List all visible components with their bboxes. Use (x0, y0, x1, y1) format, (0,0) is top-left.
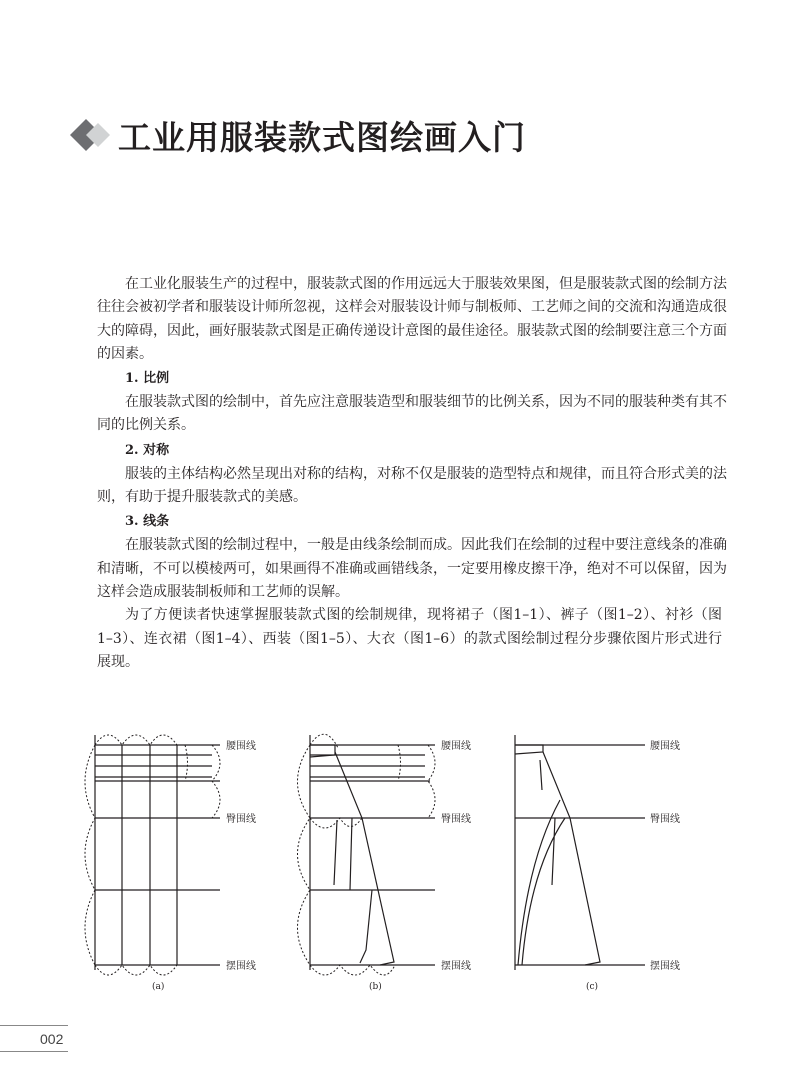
paragraph-line: 在工业化服装生产的过程中，服装款式图的作用远远大于服装效果图，但是服装款式图的绘制方法 (125, 276, 727, 292)
paragraph-line: 在服装款式图的绘制中，首先应注意服装造型和服装细节的比例关系，因为不同的服装种类有其不 (125, 394, 727, 411)
caption-c: (c) (586, 982, 599, 992)
hem-line-label: 摆围线 (441, 961, 471, 972)
page-number-rule-bottom (0, 1051, 68, 1052)
waist-line-label: 腰围线 (226, 741, 256, 752)
paragraph-line: 则，有助于提升服装款式的美感。 (97, 489, 307, 506)
paragraph-line: 同的比例关系。 (97, 417, 195, 434)
body-text (97, 273, 727, 674)
hip-line-label: 臀围线 (650, 814, 680, 825)
paragraph-line: 展现。 (97, 653, 139, 670)
paragraph-line: 往往会被初学者和服装设计师所忽视，这样会对服装设计师与制板师、工艺师之间的交流和沟通造成很 (97, 299, 727, 316)
hip-line-label: 臀围线 (226, 814, 256, 825)
page-title: 工业用服装款式图绘画入门 (118, 118, 526, 157)
paragraph-line: 的因素。 (97, 345, 153, 362)
page-number: 002 (40, 1031, 64, 1047)
paragraph-line: 这样会造成服装制板师和工艺师的误解。 (97, 583, 349, 600)
page-number-rule-top (0, 1025, 68, 1026)
paragraph-line: 为了方便读者快速掌握服装款式图的绘制规律，现将裙子（图1–1）、裤子（图1–2）、衬衫（图 (125, 607, 722, 624)
hem-line-label: 摆围线 (226, 961, 256, 972)
waist-line-label: 腰围线 (650, 741, 680, 752)
waist-line-label: 腰围线 (441, 741, 471, 752)
paragraph-line: 服装的主体结构必然呈现出对称的结构，对称不仅是服装的造型特点和规律，而且符合形式美的法 (125, 465, 727, 482)
paragraph-line: 在服装款式图的绘制过程中，一般是由线条绘制而成。因此我们在绘制的过程中要注意线条的准确 (125, 537, 727, 554)
section-heading: 1. 比例 (125, 371, 170, 387)
hem-line-label: 摆围线 (650, 961, 680, 972)
hip-line-label: 臀围线 (441, 814, 471, 825)
paragraph-line: 大的障碍，因此，画好服装款式图是正确传递设计意图的最佳途径。服装款式图的绘制要注意三个方面 (97, 322, 727, 339)
paragraph-line: 1–3）、连衣裙（图1–4）、西装（图1–5）、大衣（图1–6）的款式图绘制过程分步骤依图片形式进行 (97, 630, 722, 647)
skirt-drawing-figure (0, 725, 800, 1005)
section-heading: 2. 对称 (125, 442, 170, 458)
paragraph-line: 和清晰，不可以模棱两可，如果画得不准确或画错线条，一定要用橡皮擦干净，绝对不可以保留，因为 (97, 560, 727, 577)
diamond-logo-icon (68, 115, 114, 155)
caption-b: (b) (369, 982, 382, 992)
caption-a: (a) (152, 982, 165, 992)
section-heading: 3. 线条 (125, 514, 170, 530)
